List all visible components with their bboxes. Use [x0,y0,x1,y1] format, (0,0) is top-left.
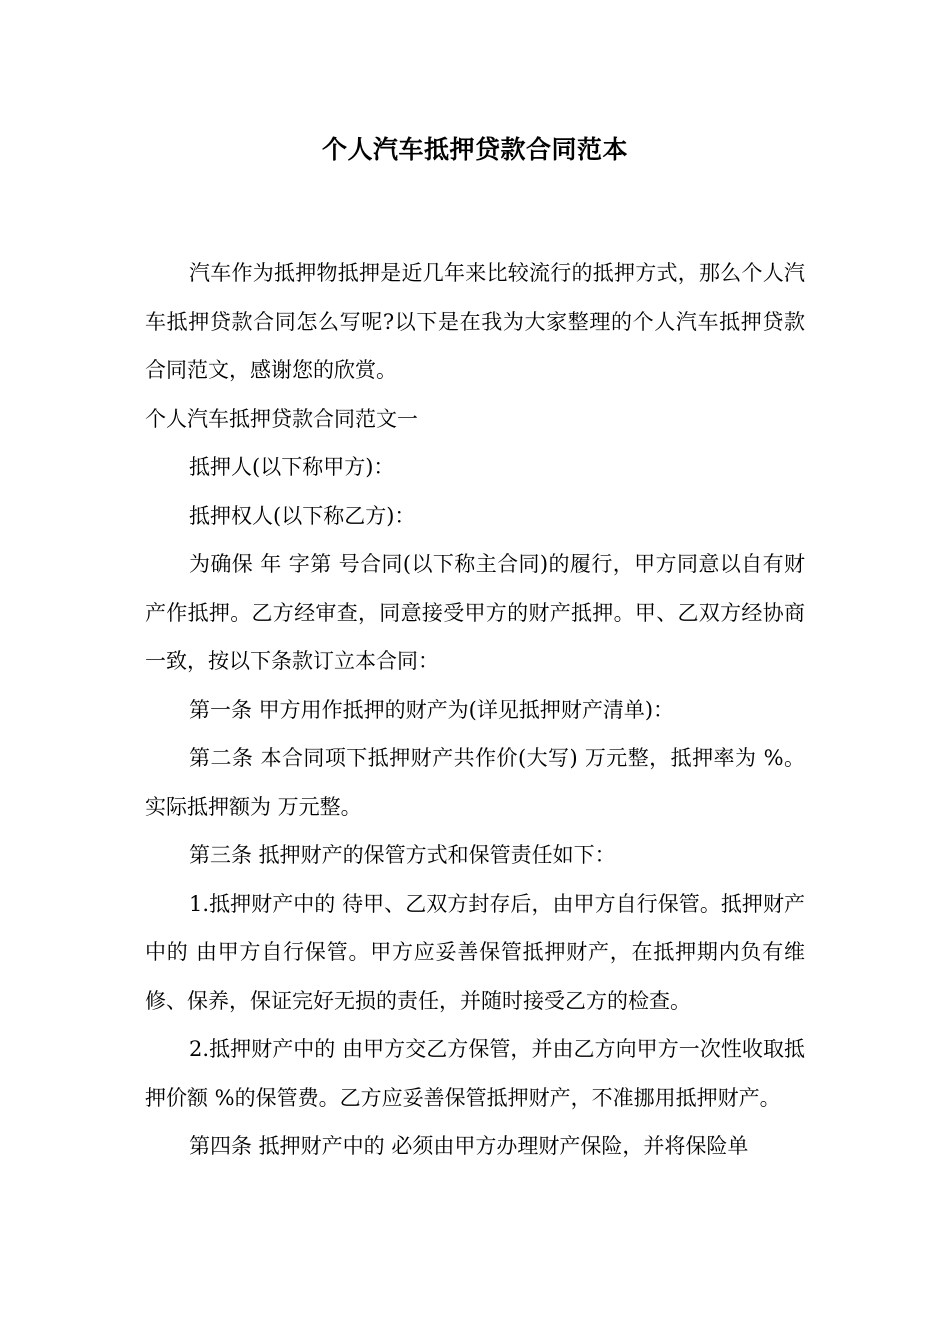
paragraph-mortgagor: 抵押人(以下称甲方)： [189,455,395,479]
paragraph-article-3-item-2: 2.抵押财产中的 由甲方交乙方保管，并由乙方向甲方一次性收取抵押价额 %的保管费。乙方应妥善保管抵押财产，不准挪用抵押财产。 [145,1037,805,1110]
paragraph-article-3-item-1: 1.抵押财产中的 待甲、乙双方封存后，由甲方自行保管。抵押财产中的 由甲方自行保管。甲方应妥善保管抵押财产，在抵押期内负有维修、保养，保证完好无损的责任，并随时接受乙方的检查。 [145,891,805,1013]
paragraph-article-4: 第四条 抵押财产中的 必须由甲方办理财产保险，并将保险单 [189,1134,749,1158]
paragraph-intro: 汽车作为抵押物抵押是近几年来比较流行的抵押方式，那么个人汽车抵押贷款合同怎么写呢?以下是在我为大家整理的个人汽车抵押贷款合同范文，感谢您的欣赏。 [145,261,805,382]
paragraph-preamble: 为确保 年 字第 号合同(以下称主合同)的履行，甲方同意以自有财产作抵押。乙方经审查，同意接受甲方的财产抵押。甲、乙双方经协商一致，按以下条款订立本合同： [145,552,805,673]
document-body [145,249,805,1171]
paragraph-mortgagee: 抵押权人(以下称乙方)： [189,503,416,528]
paragraph-article-1: 第一条 甲方用作抵押的财产为(详见抵押财产清单)： [189,697,675,722]
paragraph-article-3: 第三条 抵押财产的保管方式和保管责任如下： [189,843,616,867]
section-heading: 个人汽车抵押贷款合同范文一 [145,406,418,431]
document-title: 个人汽车抵押贷款合同范本 [321,135,628,164]
paragraph-article-2: 第二条 本合同项下抵押财产共作价(大写) 万元整，抵押率为 %。实际抵押额为 万元整。 [145,746,805,819]
